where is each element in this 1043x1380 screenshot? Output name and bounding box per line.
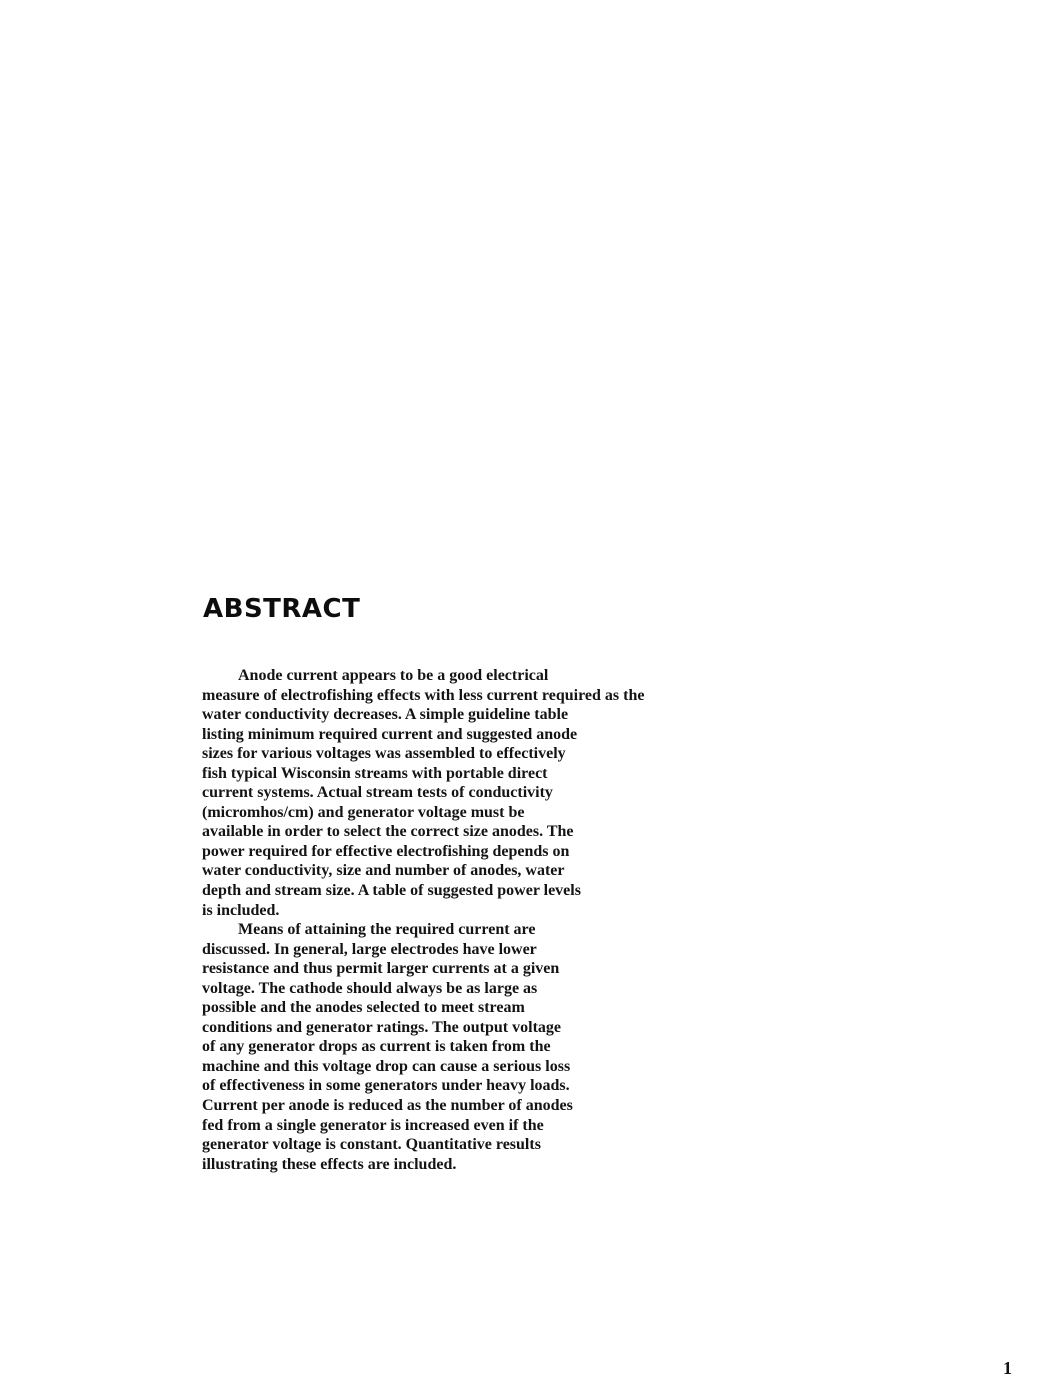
text-line: fish typical Wisconsin streams with portable direct — [202, 764, 548, 782]
text-line: current systems. Actual stream tests of conductivity — [202, 784, 553, 802]
text-line: fed from a single generator is increased even if the — [202, 1116, 544, 1134]
text-line: Means of attaining the required current are — [238, 921, 536, 939]
text-line: Current per anode is reduced as the number of anodes — [202, 1097, 573, 1115]
text-line: water conductivity, size and number of anodes, water — [202, 862, 565, 880]
text-line: sizes for various voltages was assembled to effectively — [202, 745, 566, 763]
abstract-paragraph-1 — [202, 666, 677, 920]
text-line: power required for effective electrofishing depends on — [202, 842, 570, 860]
text-line: available in order to select the correct size anodes. The — [202, 823, 574, 841]
text-line: of any generator drops as current is taken from the — [202, 1038, 551, 1056]
abstract-paragraph-2 — [202, 920, 677, 1174]
text-line: is included. — [202, 901, 280, 919]
text-line: measure of electrofishing effects with less current required as the — [202, 686, 645, 704]
text-line: machine and this voltage drop can cause a serious loss — [202, 1057, 571, 1075]
text-line: resistance and thus permit larger currents at a given — [202, 960, 560, 978]
abstract-heading: ABSTRACT — [203, 594, 361, 624]
text-line: depth and stream size. A table of suggested power levels — [202, 882, 581, 900]
text-line: discussed. In general, large electrodes have lower — [202, 940, 537, 958]
page-number: 1 — [1003, 1358, 1012, 1378]
text-line: of effectiveness in some generators under heavy loads. — [202, 1077, 570, 1095]
text-line: conditions and generator ratings. The output voltage — [202, 1018, 561, 1036]
text-line: (micromhos/cm) and generator voltage must be — [202, 803, 525, 821]
text-line: Anode current appears to be a good electrical — [238, 667, 549, 684]
text-line: water conductivity decreases. A simple guideline table — [202, 706, 569, 724]
text-line: generator voltage is constant. Quantitative results — [202, 1136, 541, 1154]
text-line: illustrating these effects are included. — [202, 1155, 457, 1173]
text-line: listing minimum required current and suggested anode — [202, 725, 578, 743]
abstract-body — [202, 666, 677, 1174]
text-line: possible and the anodes selected to meet stream — [202, 999, 525, 1017]
text-line: voltage. The cathode should always be as large as — [202, 979, 538, 997]
